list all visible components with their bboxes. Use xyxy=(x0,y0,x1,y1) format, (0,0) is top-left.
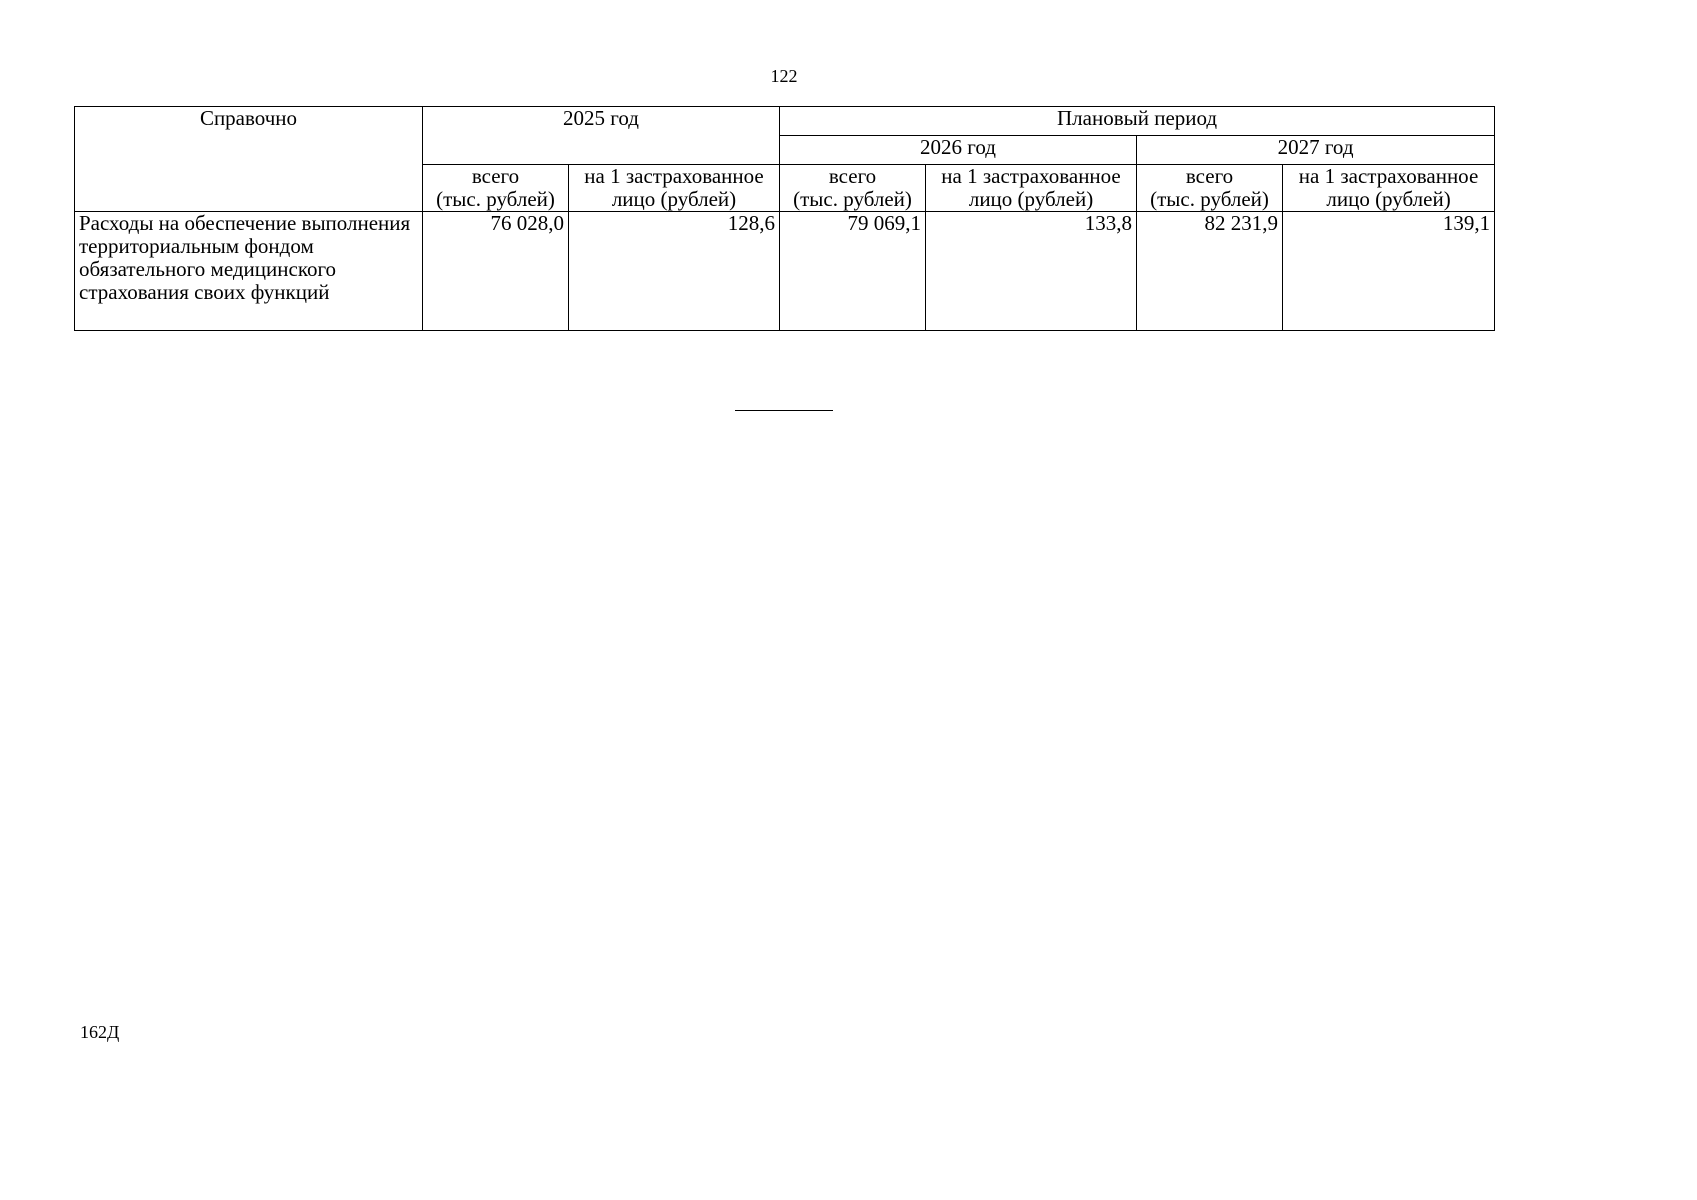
value-total-2025: 76 028,0 xyxy=(423,212,569,331)
header-year-2027: 2027 год xyxy=(1137,136,1495,165)
value-total-2027: 82 231,9 xyxy=(1137,212,1283,331)
value-per-person-2026: 133,8 xyxy=(926,212,1137,331)
header-total-line1: всего xyxy=(1185,164,1234,188)
header-total-2025 xyxy=(423,165,569,212)
header-total-2027 xyxy=(1137,165,1283,212)
header-per-person-line2: лицо (рублей) xyxy=(1326,187,1451,211)
table-row xyxy=(75,212,1495,331)
header-per-person-line1: на 1 застрахованное xyxy=(584,164,764,188)
header-total-line2: (тыс. рублей) xyxy=(1150,187,1269,211)
header-planned-period: Плановый период xyxy=(780,107,1495,136)
row-label: Расходы на обеспечение выполнения территориальным фондом обязательного медицинского страхования своих функций xyxy=(75,212,423,331)
header-total-line2: (тыс. рублей) xyxy=(436,187,555,211)
header-total-line2: (тыс. рублей) xyxy=(793,187,912,211)
header-per-person-2026 xyxy=(926,165,1137,212)
header-per-person-line1: на 1 застрахованное xyxy=(1298,164,1479,188)
header-row-1 xyxy=(75,107,1495,136)
header-per-person-2027 xyxy=(1283,165,1495,212)
header-year-2025: 2025 год xyxy=(423,107,780,165)
header-per-person-line2: лицо (рублей) xyxy=(611,187,737,211)
value-per-person-2027: 139,1 xyxy=(1283,212,1495,331)
value-total-2026: 79 069,1 xyxy=(780,212,926,331)
header-total-2026 xyxy=(780,165,926,212)
page-number: 122 xyxy=(770,66,798,86)
document-code: 162Д xyxy=(80,1022,120,1042)
header-total-line1: всего xyxy=(471,164,520,188)
header-per-person-line1: на 1 застрахованное xyxy=(941,164,1121,188)
header-total-line1: всего xyxy=(828,164,877,188)
header-reference: Справочно xyxy=(75,107,423,212)
header-per-person-2025 xyxy=(569,165,780,212)
header-year-2026: 2026 год xyxy=(780,136,1137,165)
budget-table xyxy=(74,106,1495,331)
header-per-person-line2: лицо (рублей) xyxy=(968,187,1094,211)
end-separator-line xyxy=(735,410,833,411)
value-per-person-2025: 128,6 xyxy=(569,212,780,331)
